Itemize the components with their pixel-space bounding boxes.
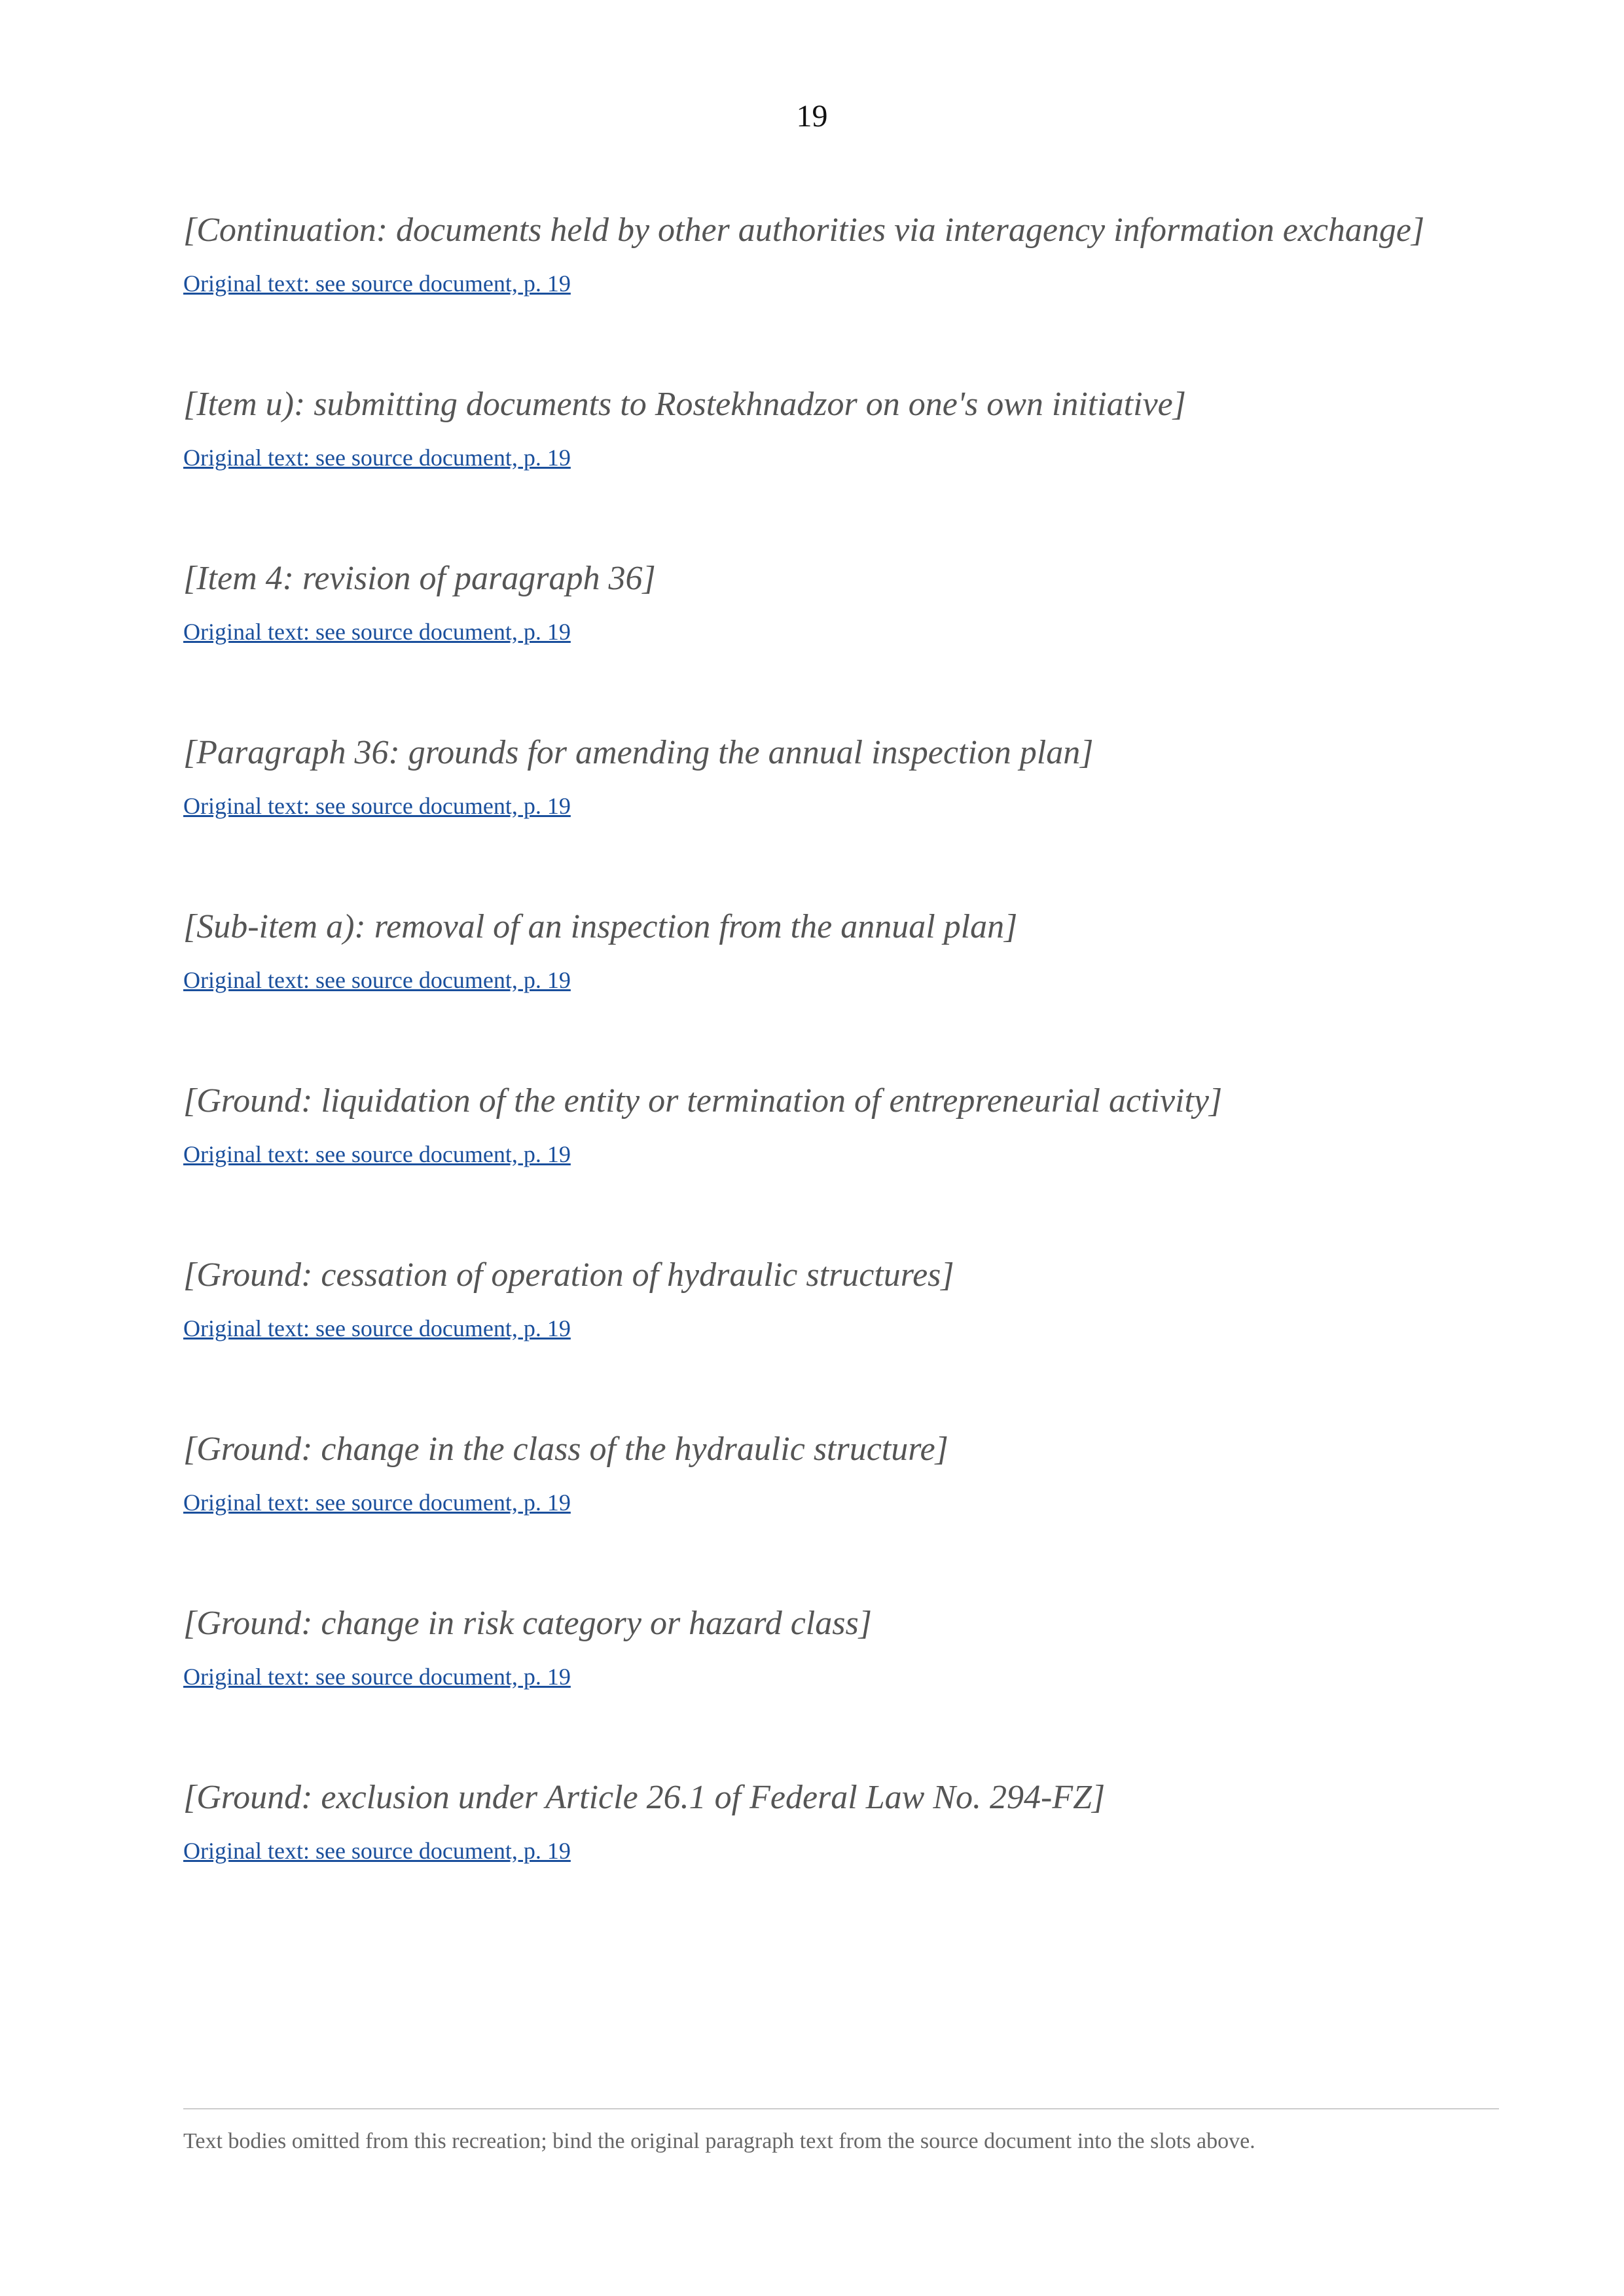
- paragraph-6-summary: [Ground: liquidation of the entity or termination of entrepreneurial activity]: [183, 1082, 1223, 1120]
- paragraph-2-summary: [Item и): submitting documents to Rostekhnadzor on one's own initiative]: [183, 386, 1186, 423]
- paragraph-6-source-link[interactable]: Original text: see source document, p. 19: [183, 1141, 571, 1167]
- paragraph-6: [183, 1067, 1499, 1174]
- paragraph-10-source-link[interactable]: Original text: see source document, p. 19: [183, 1838, 571, 1864]
- paragraph-1-summary: [Continuation: documents held by other authorities via interagency information exchange]: [183, 211, 1425, 249]
- paragraph-3-summary: [Item 4: revision of paragraph 36]: [183, 560, 656, 597]
- paragraph-7-summary: [Ground: cessation of operation of hydraulic structures]: [183, 1256, 954, 1294]
- paragraph-4: [183, 719, 1499, 826]
- paragraph-9-summary: [Ground: change in risk category or hazard class]: [183, 1605, 872, 1642]
- paragraph-3: [183, 545, 1499, 651]
- paragraph-1-source-link[interactable]: Original text: see source document, p. 19: [183, 270, 571, 297]
- paragraph-10-summary: [Ground: exclusion under Article 26.1 of Federal Law No. 294-FZ]: [183, 1779, 1106, 1816]
- omission-notice: Text bodies omitted from this recreation; bind the original paragraph text from the source document into the slots above.: [183, 2108, 1499, 2158]
- paragraph-7: [183, 1241, 1499, 1348]
- paragraph-8-source-link[interactable]: Original text: see source document, p. 19: [183, 1489, 571, 1516]
- paragraph-10: [183, 1764, 1499, 1870]
- paragraph-5: [183, 893, 1499, 1000]
- paragraph-8-summary: [Ground: change in the class of the hydraulic structure]: [183, 1430, 948, 1468]
- paragraph-2-source-link[interactable]: Original text: see source document, p. 19: [183, 445, 571, 471]
- paragraph-7-source-link[interactable]: Original text: see source document, p. 19: [183, 1315, 571, 1341]
- page-number: 19: [796, 99, 828, 134]
- paragraph-8: [183, 1415, 1499, 1522]
- paragraph-3-source-link[interactable]: Original text: see source document, p. 19: [183, 619, 571, 645]
- paragraph-4-summary: [Paragraph 36: grounds for amending the annual inspection plan]: [183, 734, 1094, 771]
- paragraph-9-source-link[interactable]: Original text: see source document, p. 19: [183, 1664, 571, 1690]
- paragraph-9: [183, 1590, 1499, 1696]
- paragraph-2: [183, 371, 1499, 477]
- paragraph-5-summary: [Sub-item а): removal of an inspection from the annual plan]: [183, 908, 1018, 945]
- paragraph-5-source-link[interactable]: Original text: see source document, p. 19: [183, 967, 571, 993]
- paragraph-4-source-link[interactable]: Original text: see source document, p. 19: [183, 793, 571, 819]
- document-body: [183, 196, 1499, 1938]
- paragraph-1: [183, 196, 1499, 303]
